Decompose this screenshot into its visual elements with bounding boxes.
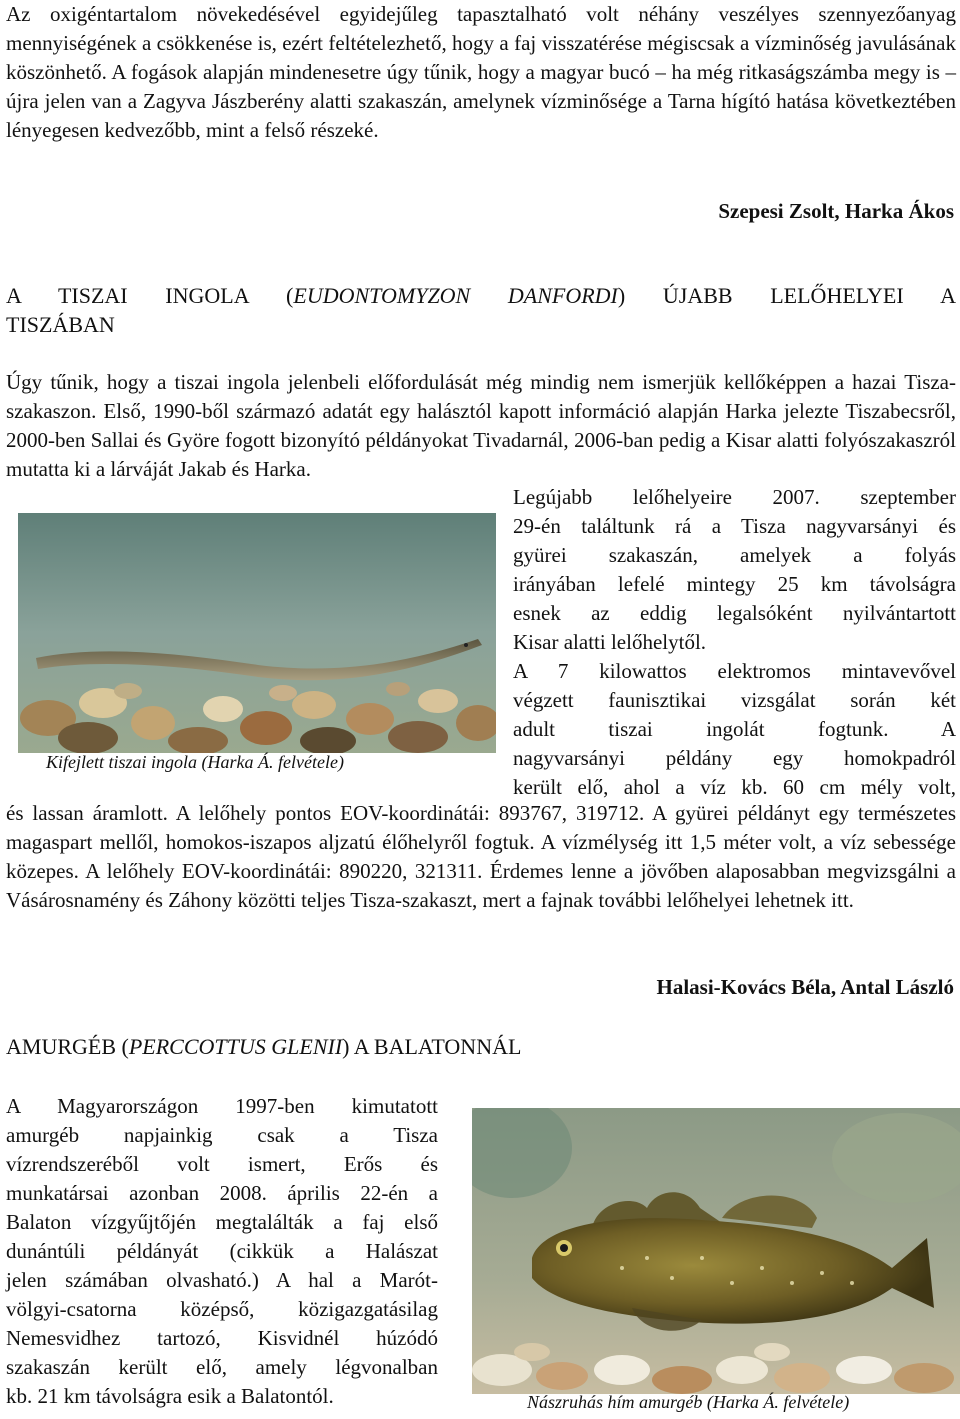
column-line: gyürei szakaszán, amelyek a folyás xyxy=(513,543,956,567)
column-line: nagyvarsányi példány egy homokpadról xyxy=(513,746,956,770)
article-title-tiszai-ingola xyxy=(6,281,956,339)
title-part: A TISZAI INGOLA ( xyxy=(6,283,294,308)
lamprey-photo xyxy=(18,513,496,753)
column-line: jelen számában olvasható.) A hal a Marót- xyxy=(6,1268,438,1292)
lamprey-photo-caption: Kifejlett tiszai ingola (Harka Á. felvétele) xyxy=(46,752,344,772)
column-line: munkatársai azonban 2008. április 22-én a xyxy=(6,1181,438,1205)
column-line: végzett faunisztikai vizsgálat során két xyxy=(513,688,956,712)
column-line: adult tiszai ingolát fogtunk. A xyxy=(513,717,956,741)
column-line: került elő, ahol a víz kb. 60 cm mély volt, xyxy=(513,775,956,799)
title-part: AMURGÉB ( xyxy=(6,1034,129,1059)
title-part: ) A BALATONNÁL xyxy=(342,1034,522,1059)
article1-paragraph1: Úgy tűnik, hogy a tiszai ingola jelenbeli előfordulását még mindig nem ismerjük kellőképpen a hazai Tisza-szakaszon. Első, 1990-ből származó adatát egy halásztól kapott információ alapján Harka jelezte Tiszabecsről, 2000-ben Sallai és Györe fogott bizonyító példányokat Tivadarnál, 2006-ban pedig a Kisar alatti folyószakaszról mutatta ki a lárváját Jakab és Harka. xyxy=(6,370,956,481)
title-species: PERCCOTTUS GLENII xyxy=(128,1034,343,1059)
title-part: ) ÚJABB LELŐHELYEI A xyxy=(617,283,957,308)
column-line: 29-én találtunk rá a Tisza nagyvarsányi és xyxy=(513,514,956,538)
column-line: A 7 kilowattos elektromos mintavevővel xyxy=(513,659,956,683)
title-species: EUDONTOMYZON DANFORDI xyxy=(293,283,618,308)
column-line: irányában lefelé mintegy 25 km távolságra xyxy=(513,572,956,596)
intro-paragraph: Az oxigéntartalom növekedésével egyidejűleg tapasztalható volt néhány veszélyes szennyezőanyag mennyiségének a csökkenése is, ezért feltételezhető, hogy a faj visszatérése mégiscsak a vízminőség javulásának köszönhető. A fogások alapján mindenesetre úgy tűnik, hogy a magyar bucó – ha még ritkaságszámba megy is – újra jelen van a Zagyva Jászberény alatti szakaszán, amelynek vízminősége a Tarna hígító hatása következtében lényegesen kedvezőbb, mint a felső részeké. xyxy=(6,2,956,142)
lamprey-photo-image xyxy=(18,513,496,753)
column-line: szakaszán került elő, amely légvonalban xyxy=(6,1355,438,1379)
goby-photo xyxy=(472,1108,960,1394)
column-line: dunántúli példányát (cikkük a Halászat xyxy=(6,1239,438,1263)
article1-column-text xyxy=(513,483,956,802)
column-line: Nemesvidhez tartozó, Kisvidnél húzódó xyxy=(6,1326,438,1350)
previous-article-author: Szepesi Zsolt, Harka Ákos xyxy=(718,199,954,223)
column-line: esnek az eddig legalsóként nyilvántartott xyxy=(513,601,956,625)
column-line: A Magyarországon 1997-ben kimutatott xyxy=(6,1094,438,1118)
title-line2: TISZÁBAN xyxy=(6,312,115,337)
article1-paragraph2: és lassan áramlott. A lelőhely pontos EOV-koordinátái: 893767, 319712. A gyürei példányt egy természetes magaspart mellől, homokos-iszapos aljzatú élőhelyről fogtuk. A vízmélység itt 1,5 méter volt, a víz sebessége közepes. A lelőhely EOV-koordinátái: 890220, 321311. Érdemes lenne a jövőben alaposabban megvizsgálni a Vásárosnamény és Záhony közötti teljes Tisza-szakaszt, mert a fajnak további lelőhelyei lehetnek itt. xyxy=(6,801,956,912)
article2-column-text xyxy=(6,1092,438,1411)
column-line: völgyi-csatorna középső, közigazgatásilag xyxy=(6,1297,438,1321)
column-line: Kisar alatti lelőhelytől. xyxy=(513,630,707,654)
article-title-amurgeb xyxy=(6,1032,521,1061)
column-line: amurgéb napjainkig csak a Tisza xyxy=(6,1123,438,1147)
column-line: Legújabb lelőhelyeire 2007. szeptember xyxy=(513,485,956,509)
article1-author: Halasi-Kovács Béla, Antal László xyxy=(656,975,954,999)
column-line: vízrendszeréből volt ismert, Erős és xyxy=(6,1152,438,1176)
column-line: Balaton vízgyűjtőjén megtalálták a faj első xyxy=(6,1210,438,1234)
column-line: kb. 21 km távolságra esik a Balatontól. xyxy=(6,1384,334,1408)
goby-photo-image xyxy=(472,1108,960,1394)
goby-photo-caption: Nászruhás hím amurgéb (Harka Á. felvétele) xyxy=(527,1392,850,1412)
